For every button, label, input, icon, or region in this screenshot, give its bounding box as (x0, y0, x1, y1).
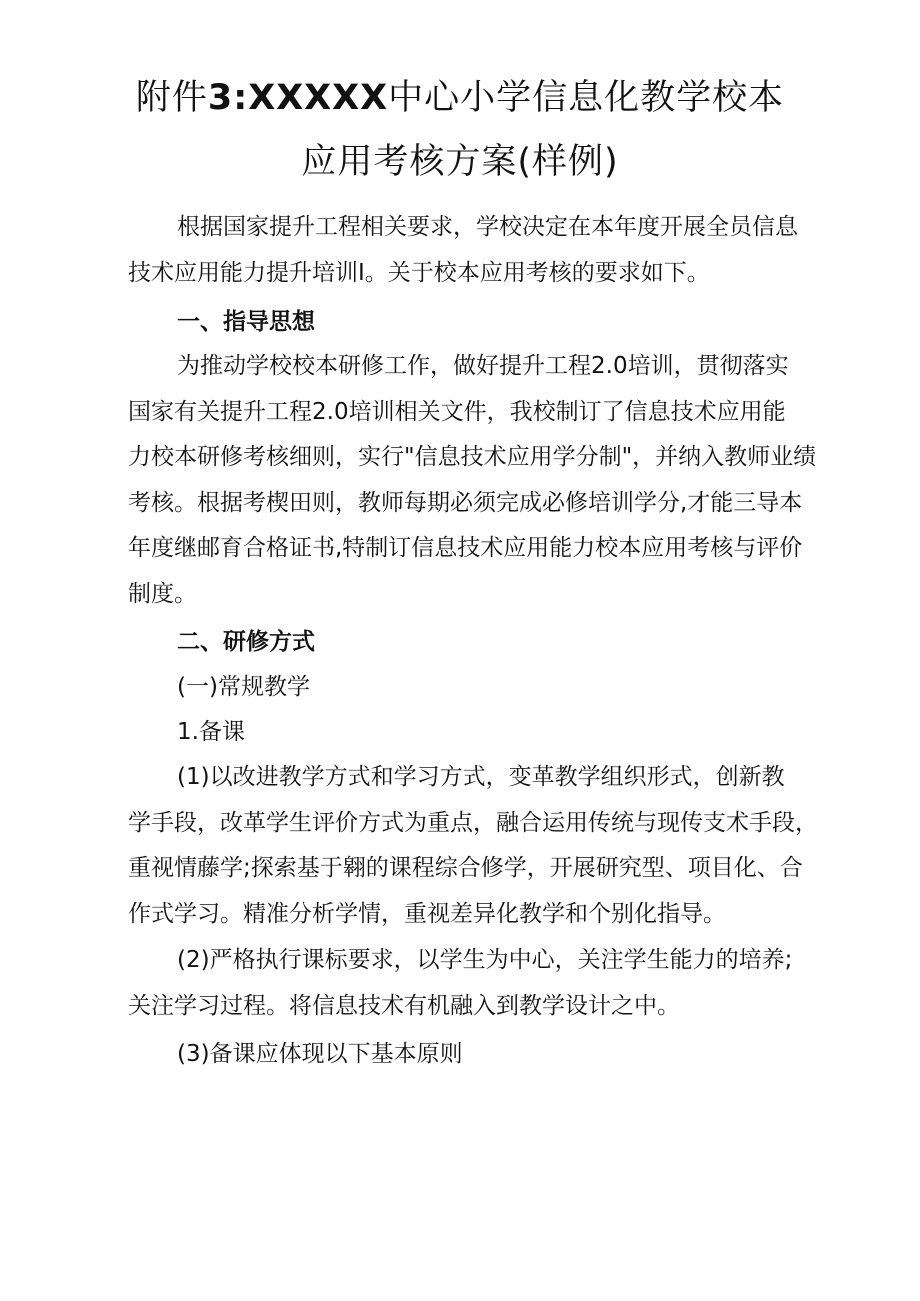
paragraph-line: (2)严格执行课标要求，以学生为中心，关注学生能力的培养; (177, 947, 793, 973)
document-title-line-2: 应用考核方案(样例) (301, 142, 619, 182)
section-heading-guiding-ideology: 一、指导思想 (177, 309, 315, 335)
paragraph-line: 为推动学校校本研修工作，做好提升工程2.0培训，贯彻落实 (177, 353, 789, 379)
paragraph-line: 学手段，改革学生评价方式为重点，融合运用传统与现传支术手段， (128, 809, 818, 836)
item-3-line: (3)备课应体现以下基本原则 (177, 1041, 463, 1067)
item-1-paragraph (128, 755, 828, 937)
subheading-regular-teaching: (一)常规教学 (177, 674, 310, 700)
title-suffix: 中心小学信息化教学校本 (388, 78, 785, 118)
paragraph-line: 国家有关提升工程2.0培训相关文件，我校制订了信息技术应用能 (128, 398, 786, 425)
title-code: 3:XXXXX (207, 78, 389, 118)
paragraph-line: 作式学习。精准分析学情，重视差异化教学和个别化指导。 (128, 900, 726, 927)
section-heading-study-method: 二、研修方式 (177, 629, 315, 655)
guiding-ideology-paragraph (128, 344, 828, 617)
title-prefix: 附件 (135, 78, 208, 118)
paragraph-line: 重视情藤学;探索基于翱的课程综合修学，开展研究型、项目化、合 (128, 855, 803, 881)
paragraph-line: 力校本研修考核细则，实行"信息技术应用学分制"，并纳入教师业绩 (128, 444, 817, 470)
intro-line: 根据国家提升工程相关要求，学校决定在本年度开展全员信息 (177, 214, 798, 240)
paragraph-line: (1)以改进教学方式和学习方式，变革教学组织形式，创新教 (177, 764, 785, 790)
paragraph-line: 年度继邮育合格证书,特制订信息技术应用能力校本应用考核与评价 (128, 535, 803, 561)
paragraph-line: 关注学习过程。将信息技术有机融入到教学设计之中。 (128, 992, 680, 1019)
paragraph-line: 考核。根据考楔田则，教师每期必须完成必修培训学分,才能三导本 (128, 489, 803, 516)
intro-line: 技术应用能力提升培训Ⅰ。关于校本应用考核的要求如下。 (128, 259, 710, 286)
item-2-paragraph (128, 938, 828, 1029)
intro-paragraph (128, 205, 828, 296)
subheading-lesson-preparation: 1.备课 (177, 719, 245, 745)
paragraph-line: 制度。 (128, 580, 197, 607)
document-title-line-1 (60, 76, 860, 120)
